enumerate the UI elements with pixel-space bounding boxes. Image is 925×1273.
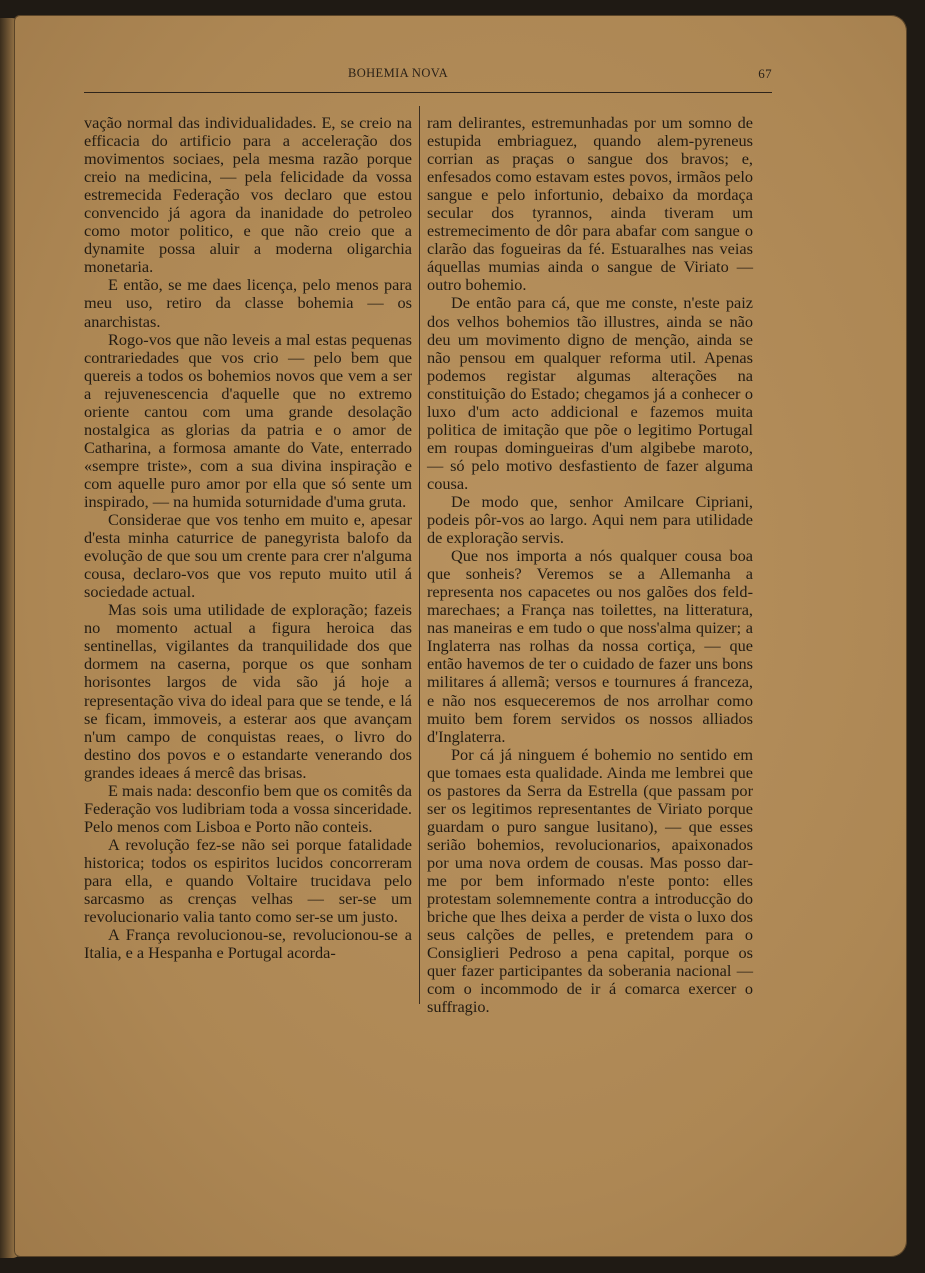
paragraph: vação normal das individualidades. E, se creio na efficacia do artificio para a acceleração dos movimentos sociaes, pela mesma razão porque creio na medicina, — pela felicidade da vossa estremecida Federação vos declaro que estou convencido já agora da inanidade do petroleo como motor politico, e que não creio que a dynamite possa aluir a moderna oligarchia monetaria. bbox=[84, 113, 412, 277]
paragraph: A França revolucionou-se, revolucionou-se a Italia, e a Hespanha e Portugal acorda- bbox=[84, 925, 412, 963]
column-divider bbox=[419, 106, 420, 1004]
paragraph: A revolução fez-se não sei porque fatalidade historica; todos os espiritos lucidos concorreram para ella, e quando Voltaire trucidava pelo sarcasmo as crenças velhas — ser-se um revolucionario valia tanto como ser-se um justo. bbox=[84, 834, 412, 927]
paragraph: De então para cá, que me conste, n'este paiz dos velhos bohemios tão illustres, ainda se não deu um movimento digno de menção, ainda se não pensou em qualquer reforma util. Apenas podemos registar algumas alterações na constituição do Estado; chegamos já a conhecer o luxo d'um acto addicional e fazemos muita politica de imitação que põe o legitimo Portugal em roupas domingueiras d'um algibebe maroto, — só pelo motivo desfastiento de fazer alguma cousa. bbox=[427, 293, 753, 493]
header-rule bbox=[84, 92, 772, 93]
paragraph: E mais nada: desconfio bem que os comitês da Federação vos ludibriam toda a vossa sinceridade. Pelo menos com Lisboa e Porto não conteis. bbox=[84, 780, 412, 836]
left-column bbox=[84, 114, 412, 962]
paragraph: Por cá já ninguem é bohemio no sentido em que tomaes esta qualidade. Ainda me lembrei que os pastores da Serra da Estrella (que passam por ser os legitimos representantes de Viriato porque guardam o puro sangue lusitano), — que esses serião bohemios, revolucionarios, apaixonados por uma nova ordem de cousas. Mas posso dar-me por bem informado n'este ponto: elles protestam solemnemente contra a introducção do briche que lhes deixa a perder de vista o luxo dos seus calções de pelles, e pretendem para o Consiglieri Pedroso a pena capital, porque os quer fazer participantes da soberania nacional — com o incommodo de ir á comarca exercer o suffragio. bbox=[427, 744, 753, 1017]
paragraph: Rogo-vos que não leveis a mal estas pequenas contrariedades que vos crio — pelo bem que quereis a todos os bohemios novos que vem a ser a rejuvenescencia d'aquelle que no extremo oriente cantou com uma grande desolação nostalgica as glorias da patria e o amor de Catharina, a formosa amante do Vate, enterrado «sempre triste», com a sua divina inspiração e com aquelle puro amor por ella que só sente um inspirado, — na humida soturnidade d'uma gruta. bbox=[84, 329, 412, 511]
paragraph: ram delirantes, estremunhadas por um somno de estupida embriaguez, quando alem-pyreneus corrian as praças o sangue dos bravos; e, enfesados como estavam estes povos, irmãos pelo sangue e pelo infortunio, debaixo da mordaça secular dos tyrannos, ainda tiveram um estremecimento de dôr para abafar com sangue o clarão das fogueiras da fé. Estuaralhes nas veias áquellas mumias ainda o sangue de Viriato — outro bohemio. bbox=[427, 113, 753, 295]
paragraph: Considerae que vos tenho em muito e, apesar d'esta minha caturrice de panegyrista balofo da evolução de que sou um crente para crer n'alguma cousa, declaro-vos que vos reputo muito util á sociedade actual. bbox=[84, 510, 412, 602]
paragraph: De modo que, senhor Amilcare Cipriani, podeis pôr-vos ao largo. Aqui nem para utilidade de exploração servis. bbox=[427, 491, 753, 548]
paragraph: E então, se me daes licença, pelo menos para meu uso, retiro da classe bohemia — os anarchistas. bbox=[84, 275, 412, 331]
running-header bbox=[84, 62, 772, 90]
page-number: 67 bbox=[758, 66, 772, 81]
paragraph: Mas sois uma utilidade de exploração; fazeis no momento actual a figura heroica das sentinellas, vigilantes da tranquilidade dos que dormem na caserna, porque os que sonham horisontes largos de vida são já hoje a representação viva do ideal para que se tende, e lá se ficam, immoveis, a esterar aos que avançam n'um campo de conquistas reaes, o livro do destino dos povos e o estandarte venerando dos grandes ideaes á mercê das brisas. bbox=[84, 600, 412, 782]
right-column bbox=[427, 114, 753, 1016]
running-title: BOHEMIA NOVA bbox=[347, 66, 449, 80]
paragraph: Que nos importa a nós qualquer cousa boa que sonheis? Veremos se a Allemanha a representa nos capacetes ou nos galões dos feld-marechaes; a França nas toilettes, na litteratura, nas maneiras e em tudo o que noss'alma quizer; a Inglaterra nas rolhas da nossa cortiça, — que então havemos de ter o cuidado de fazer uns bons militares á allemã; versos e tournures á franceza, e não nos esqueceremos de nos arrolhar como muito bem forem servidos os nossos alliados d'Inglaterra. bbox=[427, 546, 753, 746]
